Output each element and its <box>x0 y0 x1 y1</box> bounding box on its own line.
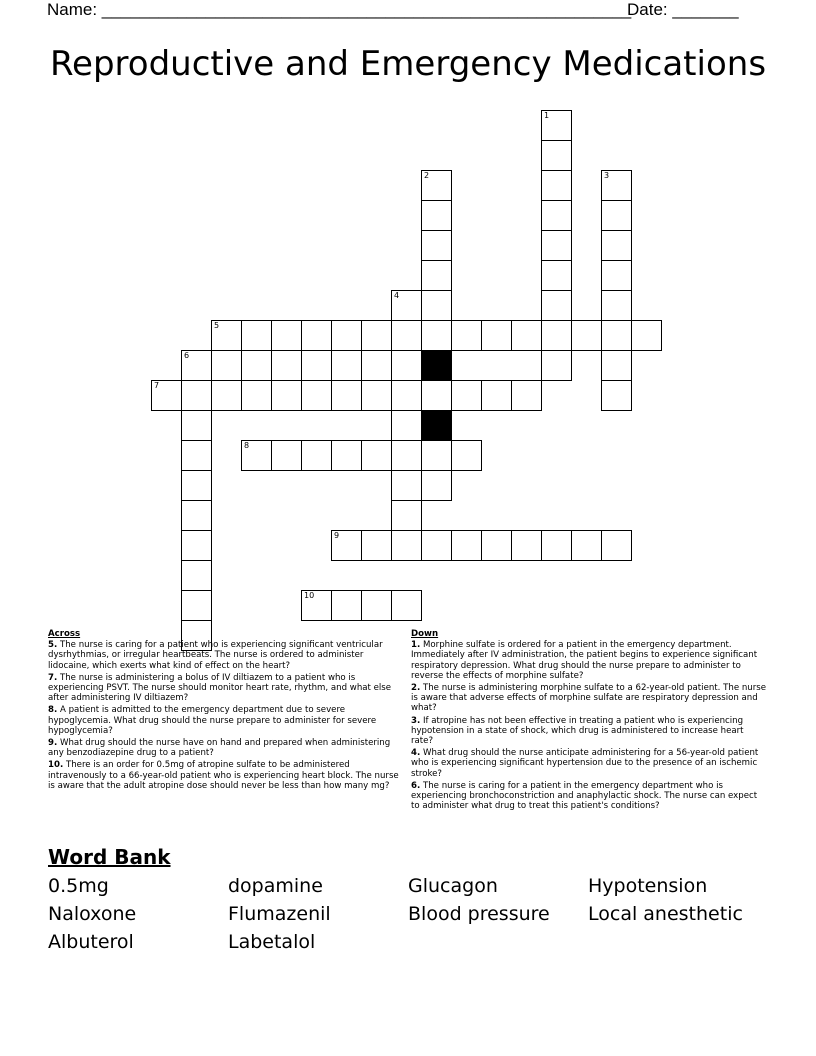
crossword-cell[interactable] <box>241 350 272 381</box>
crossword-cell[interactable] <box>331 440 362 471</box>
crossword-cell[interactable] <box>241 380 272 411</box>
crossword-cell[interactable] <box>301 380 332 411</box>
crossword-cell[interactable] <box>541 290 572 321</box>
black-cell <box>421 350 452 381</box>
crossword-cell[interactable] <box>601 260 632 291</box>
crossword-cell[interactable] <box>601 290 632 321</box>
crossword-cell[interactable] <box>421 530 452 561</box>
crossword-cell[interactable] <box>421 470 452 501</box>
crossword-cell[interactable] <box>541 350 572 381</box>
crossword-cell[interactable] <box>631 320 662 351</box>
crossword-cell[interactable] <box>541 200 572 231</box>
crossword-cell[interactable] <box>541 320 572 351</box>
crossword-cell[interactable] <box>421 380 452 411</box>
crossword-cell[interactable] <box>391 410 422 441</box>
crossword-cell[interactable] <box>571 320 602 351</box>
crossword-cell[interactable] <box>181 380 212 411</box>
crossword-cell[interactable] <box>391 530 422 561</box>
crossword-cell[interactable] <box>541 110 572 141</box>
crossword-cell[interactable] <box>451 530 482 561</box>
clue-across-10: 10. There is an order for 0.5mg of atropine sulfate to be administered intravenously to a 66-year-old patient who is experiencing heart block. The nurse is aware that the adult atropine dose should never be less than how many mg? <box>48 760 399 791</box>
word-bank-item: dopamine <box>228 875 323 897</box>
crossword-cell[interactable] <box>361 590 392 621</box>
crossword-cell[interactable] <box>301 350 332 381</box>
crossword-cell[interactable] <box>601 230 632 261</box>
crossword-cell[interactable] <box>301 320 332 351</box>
crossword-cell[interactable] <box>421 170 452 201</box>
cell-number: 6 <box>184 351 190 360</box>
crossword-cell[interactable] <box>601 350 632 381</box>
crossword-cell[interactable] <box>361 530 392 561</box>
crossword-cell[interactable] <box>181 350 212 381</box>
date-line[interactable]: Date: _______ <box>627 0 739 19</box>
crossword-cell[interactable] <box>391 320 422 351</box>
crossword-cell[interactable] <box>181 500 212 531</box>
cell-number: 9 <box>334 531 340 540</box>
across-clues <box>48 629 404 793</box>
crossword-cell[interactable] <box>391 500 422 531</box>
clue-across-9: 9. What drug should the nurse have on hand and prepared when administering any benzodiazepine drug to a patient? <box>48 738 391 759</box>
crossword-cell[interactable] <box>151 380 182 411</box>
crossword-cell[interactable] <box>301 590 332 621</box>
crossword-cell[interactable] <box>421 230 452 261</box>
crossword-cell[interactable] <box>241 440 272 471</box>
crossword-cell[interactable] <box>451 380 482 411</box>
name-line[interactable]: Name: ________________________________________________________ <box>47 0 632 19</box>
crossword-cell[interactable] <box>511 530 542 561</box>
word-bank-item: Naloxone <box>48 903 137 925</box>
crossword-cell[interactable] <box>301 440 332 471</box>
crossword-cell[interactable] <box>331 320 362 351</box>
clue-down-3: 3. If atropine has not been effective in treating a patient who is experiencing hypotension in a state of shock, which drug is administered to increase heart rate? <box>411 715 744 747</box>
crossword-cell[interactable] <box>241 320 272 351</box>
cell-number: 5 <box>214 321 220 330</box>
word-bank-item: Local anesthetic <box>588 903 743 925</box>
crossword-cell[interactable] <box>541 230 572 261</box>
down-clues <box>411 629 767 813</box>
crossword-cell[interactable] <box>361 350 392 381</box>
crossword-cell[interactable] <box>421 440 452 471</box>
word-bank-item: Flumazenil <box>228 903 331 925</box>
crossword-cell[interactable] <box>481 320 512 351</box>
crossword-cell[interactable] <box>541 170 572 201</box>
crossword-cell[interactable] <box>421 260 452 291</box>
crossword-cell[interactable] <box>181 470 212 501</box>
crossword-cell[interactable] <box>331 380 362 411</box>
cell-number: 7 <box>154 381 160 390</box>
word-bank-item: Blood pressure <box>408 903 550 925</box>
page-title: Reproductive and Emergency Medications <box>49 44 767 84</box>
crossword-cell[interactable] <box>391 350 422 381</box>
crossword-cell[interactable] <box>391 590 422 621</box>
crossword-cell[interactable] <box>361 440 392 471</box>
cell-number: 4 <box>394 291 400 300</box>
crossword-cell[interactable] <box>541 140 572 171</box>
across-heading: Across <box>48 629 81 639</box>
crossword-cell[interactable] <box>181 440 212 471</box>
crossword-cell[interactable] <box>391 440 422 471</box>
crossword-cell[interactable] <box>451 440 482 471</box>
crossword-cell[interactable] <box>541 530 572 561</box>
crossword-cell[interactable] <box>511 320 542 351</box>
crossword-cell[interactable] <box>271 320 302 351</box>
crossword-cell[interactable] <box>601 530 632 561</box>
clue-down-2: 2. The nurse is administering morphine sulfate to a 62-year-old patient. The nurse is aware that adverse effects of morphine sulfate are respiratory depression and what? <box>411 683 767 714</box>
crossword-cell[interactable] <box>421 320 452 351</box>
cell-number: 3 <box>604 171 610 180</box>
crossword-cell[interactable] <box>541 260 572 291</box>
crossword-cell[interactable] <box>211 350 242 381</box>
crossword-cell[interactable] <box>271 350 302 381</box>
word-bank-item: Labetalol <box>228 931 316 953</box>
crossword-cell[interactable] <box>601 170 632 201</box>
crossword-cell[interactable] <box>391 290 422 321</box>
crossword-cell[interactable] <box>421 290 452 321</box>
clue-down-4: 4. What drug should the nurse anticipate administering for a 56-year-old patient who is experiencing significant hypertension due to the presence of an ischemic stroke? <box>411 748 759 779</box>
word-bank-item: Hypotension <box>588 875 708 897</box>
black-cell <box>421 410 452 441</box>
crossword-cell[interactable] <box>181 410 212 441</box>
crossword-cell[interactable] <box>331 590 362 621</box>
crossword-cell[interactable] <box>181 530 212 561</box>
word-bank <box>48 875 788 953</box>
cell-number: 8 <box>244 441 250 450</box>
crossword-cell[interactable] <box>601 380 632 411</box>
crossword-cell[interactable] <box>181 560 212 591</box>
crossword-cell[interactable] <box>391 380 422 411</box>
word-bank-item: Albuterol <box>48 931 134 953</box>
crossword-cell[interactable] <box>211 380 242 411</box>
crossword-cell[interactable] <box>451 320 482 351</box>
crossword-cell[interactable] <box>601 200 632 231</box>
crossword-cell[interactable] <box>211 320 242 351</box>
clue-across-7: 7. The nurse is administering a bolus of IV diltiazem to a patient who is experiencing PSVT. The nurse should monitor heart rate, rhythm, and what else after administering IV diltiazem? <box>48 672 392 704</box>
crossword-cell[interactable] <box>331 530 362 561</box>
clue-down-1: 1. Morphine sulfate is ordered for a patient in the emergency department. Immediately after IV administration, the patient begins to experience significant respiratory depression. What drug should the nurse prepare to administer to reverse the effects of morphine sulfate? <box>411 640 758 681</box>
crossword-cell[interactable] <box>481 530 512 561</box>
word-bank-item: 0.5mg <box>48 875 109 897</box>
clue-across-5: 5. The nurse is caring for a patient who is experiencing significant ventricular dysrhythmias, or irregular heartbeats. The nurse is ordered to administer lidocaine, which exerts what kind of effect on the heart? <box>48 640 383 671</box>
crossword-cell[interactable] <box>571 530 602 561</box>
cell-number: 10 <box>304 591 315 600</box>
clue-across-8: 8. A patient is admitted to the emergency department due to severe hypoglycemia. What drug should the nurse prepare to administer for severe hypoglycemia? <box>48 705 377 736</box>
word-bank-title: Word Bank <box>48 845 171 869</box>
crossword-cell[interactable] <box>271 380 302 411</box>
crossword-cell[interactable] <box>391 470 422 501</box>
crossword-cell[interactable] <box>481 380 512 411</box>
crossword-cell[interactable] <box>271 440 302 471</box>
cell-number: 1 <box>544 111 550 120</box>
word-bank-item: Glucagon <box>408 875 498 897</box>
crossword-cell[interactable] <box>421 200 452 231</box>
crossword-cell[interactable] <box>511 380 542 411</box>
cell-number: 2 <box>424 171 430 180</box>
crossword-cell[interactable] <box>181 590 212 621</box>
crossword-cell[interactable] <box>361 320 392 351</box>
crossword-cell[interactable] <box>331 350 362 381</box>
crossword-cell[interactable] <box>361 380 392 411</box>
down-heading: Down <box>411 629 439 639</box>
clue-down-6: 6. The nurse is caring for a patient in the emergency department who is experiencing bronchoconstriction and anaphylactic shock. The nurse can expect to administer what drug to treat this patient's conditions? <box>411 780 758 812</box>
crossword-cell[interactable] <box>601 320 632 351</box>
